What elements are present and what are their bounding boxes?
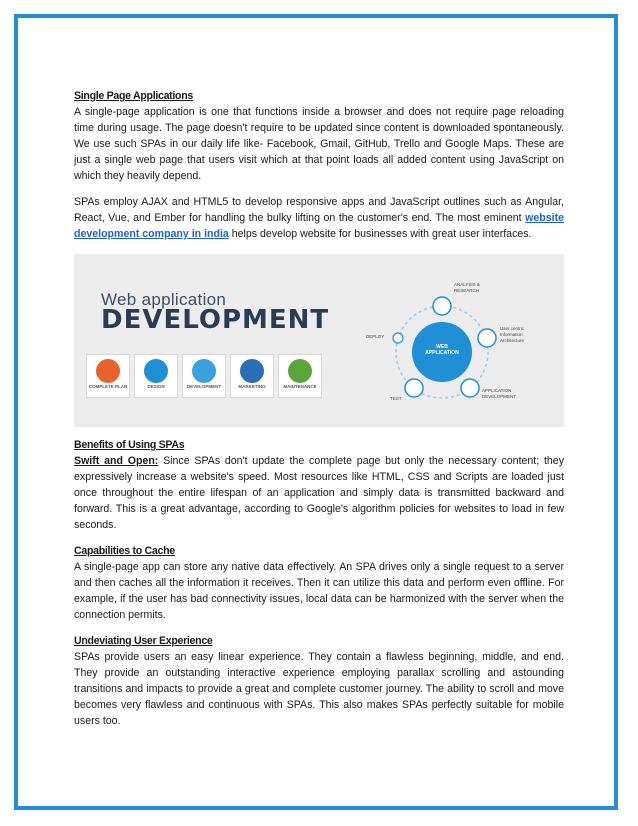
tile-complete-plan: COMPLETE PLAN	[86, 354, 130, 398]
process-tiles	[86, 354, 322, 398]
figure-title-line1: Web application	[101, 290, 227, 309]
node-test: TEST	[390, 396, 402, 401]
web-application-cycle-diagram	[342, 264, 542, 424]
node-analysis: ANALYSIS & RESEARCH	[454, 282, 480, 293]
tile-development: DEVELOPMENT	[182, 354, 226, 398]
swift-and-open-text: Since SPAs don't update the complete page but only the necessary content; they expressively increase a website's speed. Most resources like HTML, CSS and Scripts are loaded just once throughout the entire lifespan of an application and simply data is transmitted backward and forward. This is a great advantage, according to Google's algorithm policies for websites to load in few seconds.	[74, 455, 564, 531]
appdev-node-icon	[461, 379, 479, 397]
center-label: WEB APPLICATION	[425, 344, 459, 356]
tile-marketing: MARKETING	[230, 354, 274, 398]
paragraph-text-before-link: SPAs employ AJAX and HTML5 to develop responsive apps and JavaScript outlines such as Angular, React, Vue, and Ember for handling the bulky lifting on the customer's end. The most eminent	[74, 196, 564, 224]
paragraph-user-experience: SPAs provide users an easy linear experience. They contain a flawless beginning, middle, and end. They provide an outstanding interactive experience employing parallax scrolling and astounding transitions and impacts to provide a great and complete customer journey. The ability to scroll and move becomes very flawless and continuous with SPAs. This also makes SPAs perfectly suitable for mobile users too.	[74, 651, 564, 727]
website-development-link[interactable]: website development company in india	[74, 212, 564, 240]
swift-and-open-lead: Swift and Open:	[74, 455, 159, 467]
node-deploy: DEPLOY	[366, 334, 385, 339]
analysis-node-icon	[433, 297, 451, 315]
node-appdev: APPLICATION DEVELOPMENT	[482, 388, 517, 399]
ux-node-icon	[478, 329, 496, 347]
test-node-icon	[405, 379, 423, 397]
web-application-development-image	[74, 254, 564, 427]
figure-title-line2: DEVELOPMENT	[101, 305, 330, 335]
paragraph-text-after-link: helps develop website for businesses with great user interfaces.	[228, 228, 532, 240]
node-ux: User centric Information Architecture	[500, 326, 525, 343]
tile-design: DESIGN	[134, 354, 178, 398]
deploy-node-icon	[393, 333, 403, 343]
heading-benefits: Benefits of Using SPAs	[74, 439, 185, 451]
paragraph-spa-intro: A single-page application is one that functions inside a browser and does not require page reloading time during usage. The page doesn't require to be updated since content is downloaded spontaneously. We use such SPAs in our daily life like- Facebook, Gmail, GitHub, Trello and Google Maps. These are just a single web page that users visit which at that point loads all added content using JavaScript on which they heavily depend.	[74, 106, 564, 182]
heading-user-experience: Undeviating User Experience	[74, 635, 213, 647]
paragraph-spa-frameworks	[74, 194, 564, 242]
tile-maintenance: MAINTENANCE	[278, 354, 322, 398]
paragraph-cache: A single-page app can store any native data effectively. An SPA drives only a single request to a server and then caches all the information it receives. Then it can utilize this data and perform even offline. For example, if the user has bad connectivity issues, local data can be harmonized with the server when the connection permits.	[74, 561, 564, 621]
heading-single-page-applications: Single Page Applications	[74, 90, 193, 102]
document-body	[74, 88, 564, 729]
heading-capabilities-to-cache: Capabilities to Cache	[74, 545, 175, 557]
paragraph-swift-and-open	[74, 453, 564, 533]
